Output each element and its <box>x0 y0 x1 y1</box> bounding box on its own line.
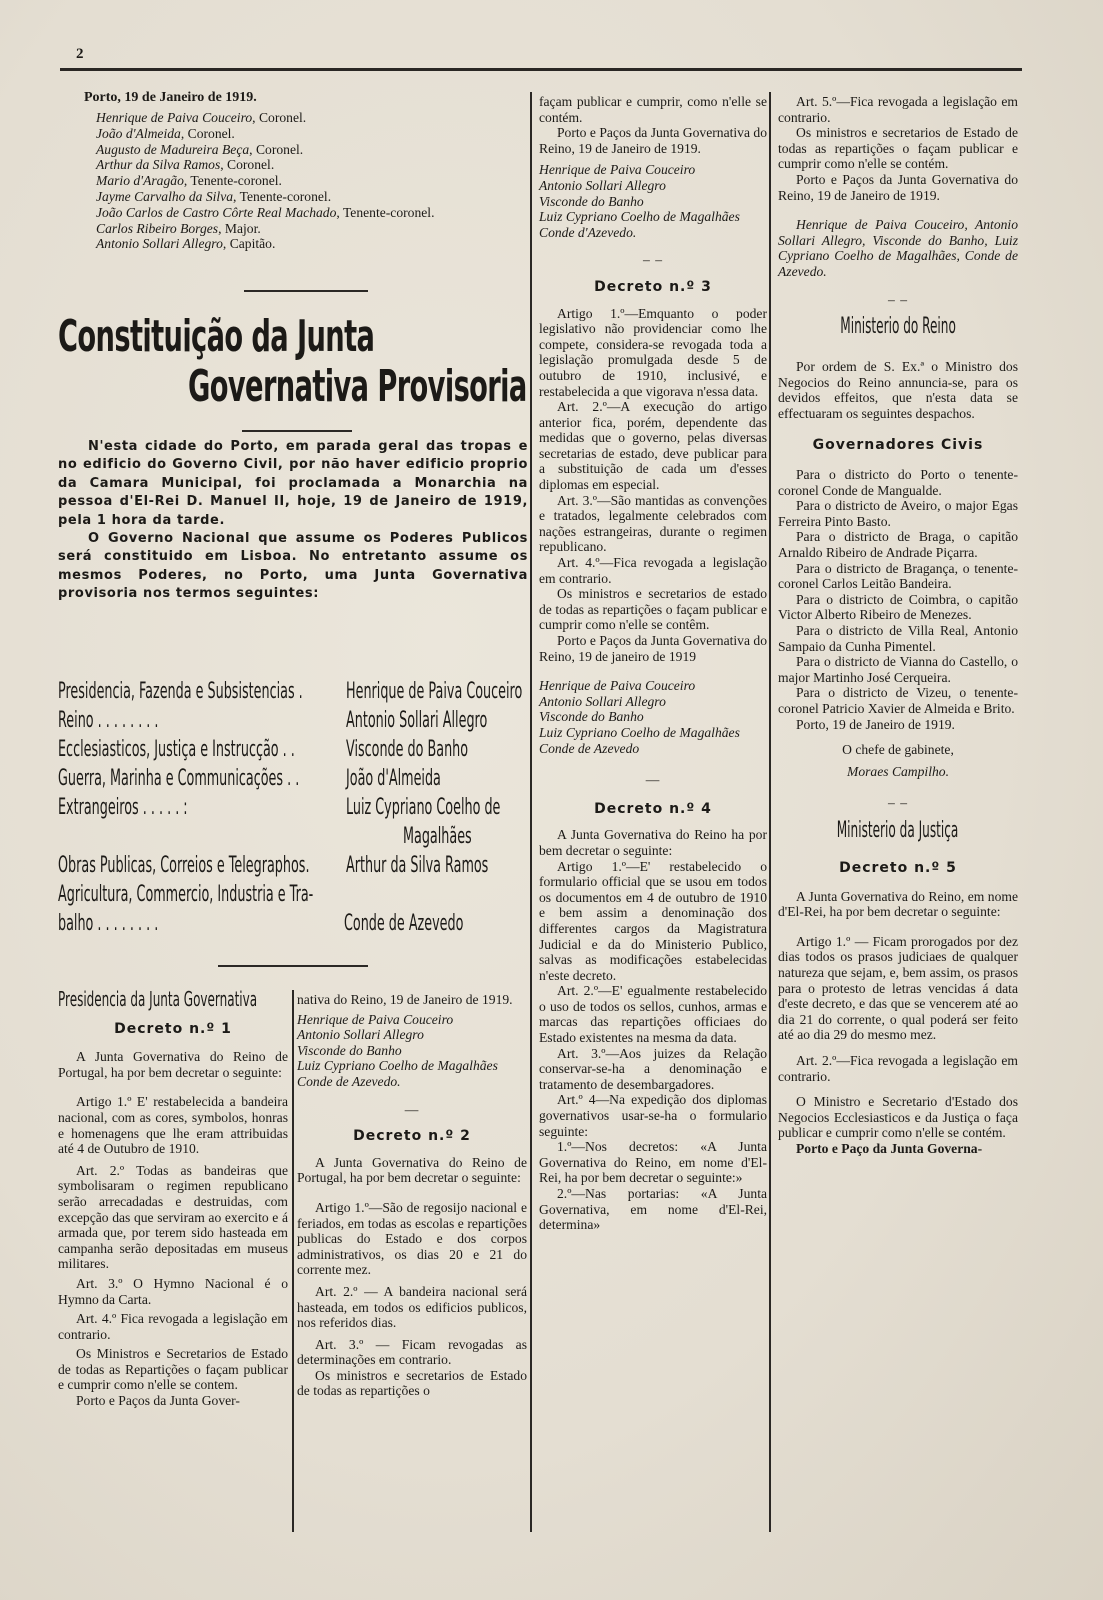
signatory: Henrique de Paiva Couceiro, Coronel. <box>96 110 307 125</box>
col3 <box>539 94 767 1233</box>
ministries-table <box>58 677 528 938</box>
headline-line-1: Constituição da Junta <box>58 311 375 362</box>
decreto-4-item2: 2.º—Nas portarias: «A Junta Governativa, em nome d'El-Rei, determina» <box>539 1186 767 1233</box>
decreto-3b-place: Porto e Paços da Junta Governativa do Reino, 19 de Janeiro de 1919. <box>778 171 1018 203</box>
separator: — <box>645 772 661 788</box>
signatory: Augusto de Madureira Beça, Coronel. <box>96 141 304 157</box>
col4 <box>778 94 1018 1156</box>
decreto-5-intro: A Junta Governativa do Reino, em nome d'El-Rei, ha por bem decretar o seguinte: <box>778 888 1018 920</box>
signatory: Jayme Carvalho da Silva, Tenente-coronel. <box>96 188 332 204</box>
governadores-title: Governadores Civis <box>812 436 984 453</box>
decreto-5-art2: Art. 2.º—Fica revogada a legislação em contrario. <box>778 1052 1018 1084</box>
dateline: Porto, 19 de Janeiro de 1919. <box>84 90 257 105</box>
decreto-3b-signatures: Henrique de Paiva Couceiro, Antonio Sollari Allegro, Visconde do Banho, Luiz Cypriano Coelho de Magalhães, Conde de Azevedo. <box>778 217 1018 279</box>
proclamation <box>58 438 528 604</box>
decreto-4-art3: Art. 3.º—Aos juizes da Relação conservar-se-ha a denominação e tratamento de desembargadores. <box>539 1045 767 1092</box>
section-title-presidencia: Presidencia da Junta Governativa <box>58 987 258 1011</box>
decreto-1-place-cont: nativa do Reino, 19 de Janeiro de 1919. <box>297 992 513 1007</box>
governador-porto: Para o districto do Porto o tenente-coronel Conde de Mangualde. <box>778 467 1018 498</box>
decreto-4-intro: A Junta Governativa do Reino ha por bem decretar o seguinte: <box>539 827 767 858</box>
decreto-1-art4: Art. 4.º Fica revogada a legislação em contrario. <box>58 1311 288 1342</box>
separator: — <box>404 1101 420 1117</box>
governador-coimbra: Para o districto de Coimbra, o capitão Victor Alberto Ribeiro de Menezes. <box>778 591 1018 623</box>
headline-rule <box>242 430 352 432</box>
ministry-row: balho . . . . . . . . Conde de Azevedo <box>58 911 464 936</box>
place-date: Porto e Paços da Junta Governativa do Reino, 19 de Janeiro de 1919. <box>539 125 767 156</box>
page-number: 2 <box>76 46 84 62</box>
decreto-4-art4: Art.º 4—Na expedição dos diplomas governativos usar-se-ha o formulario seguinte: <box>539 1092 767 1139</box>
decreto-3-art1: Artigo 1.º—Emquanto o poder legislativo não providenciar como lhe compete, considera-se revogada toda a legislação promulgada desde 5 de outubro de 1910, inclusivé, e restabelecida a que vigorava n'essa data. <box>539 305 767 399</box>
chefe-label: O chefe de gabinete, <box>842 742 954 758</box>
decreto-1-title: Decreto n.º 1 <box>114 1020 232 1037</box>
chefe-name: Moraes Campilho. <box>847 763 949 779</box>
decreto-1-place: Porto e Paços da Junta Gover- <box>76 1393 240 1409</box>
governador-braga: Para o districto de Braga, o capitão Arnaldo Ribeiro de Andrade Piçarra. <box>778 529 1018 561</box>
decreto-3-art2: Art. 2.º—A execução do artigo anterior fica, porém, dependente das medidas que o governo, pelas diversas secretarias de estado, deve publicar para a substituição de cada um d'esses diplomas em especial. <box>539 399 767 493</box>
signatory: Carlos Ribeiro Borges, Major. <box>96 220 261 236</box>
top-continuation: façam publicar e cumprir, como n'elle se contém. <box>539 94 767 125</box>
decreto-3-signatures: Henrique de Paiva Couceiro Antonio Sollari Allegro Visconde do Banho Luiz Cypriano Coelho de Magalhães Conde de Azevedo <box>539 678 740 756</box>
proclamation-paragraph: O Governo Nacional que assume os Poderes Publicos será constituido em Lisboa. No entretanto assume os mesmos Poderes, no Porto, uma Junta Governativa provisoria nos termos seguintes: <box>58 531 528 602</box>
decreto-2-art2: Art. 2.º — A bandeira nacional será hasteada, em todos os edificios publicos, nos referidos dias. <box>297 1283 527 1331</box>
ministry-row: Obras Publicas, Correios e Telegraphos. Arthur da Silva Ramos <box>58 853 489 878</box>
decreto-3b-closing: Os ministros e secretarios de Estado de todas as repartições o façam publicar e cumprir como n'elle se contém. <box>778 125 1018 172</box>
governador-vizeu: Para o districto de Vizeu, o tenente-coronel Patricio Xavier de Almeida e Brito. <box>778 685 1018 716</box>
column-rule <box>292 990 294 1532</box>
ministry-row: Ecclesiasticos, Justiça e Instrucção . . Visconde do Banho <box>58 737 469 762</box>
proclamation-paragraph: N'esta cidade do Porto, em parada geral das tropas e no edificio do Governo Civil, por não haver edificio proprio da Camara Municipal, foi proclamada a Monarchia na pessoa d'El-Rei D. Manuel II, hoje, 19 de Janeiro de 1919, pela 1 hora da tarde. <box>58 439 528 528</box>
separator: – – <box>888 291 908 307</box>
ministry-row: Extrangeiros . . . . . : Luiz Cypriano Coelho de Magalhães <box>58 795 501 849</box>
decreto-1-closing: Os Ministros e Secretarios de Estado de todas as Repartições o façam publicar e cumprir como n'elle se contem. <box>58 1346 288 1393</box>
decreto-3b-art5: Art. 5.º—Fica revogada a legislação em contrario. <box>778 94 1018 125</box>
decreto-3-art3: Art. 3.º—São mantidas as convenções e tratados, legalmente celebrados com nações estrangeiras, durante o regimen republicano. <box>539 492 767 555</box>
column-rule <box>530 92 532 1532</box>
headline-line-2: Governativa Provisoria <box>188 361 527 412</box>
ministerio-justica-heading <box>778 817 1018 849</box>
dateline: Porto, 19 de Janeiro de 1919. <box>796 716 955 732</box>
decreto-2-art3: Art. 3.º — Ficam revogadas as determinações em contrario. <box>297 1336 527 1368</box>
decreto-4-art1: Artigo 1.º—E' restabelecido o formulario official que se usou em todos os documentos em 4 de outubro de 1910 e bem assim a denominação dos differentes cargos da Magistratura Judicial e da do Ministerio Publico, salvas as modificações estabelecidas n'este decreto. <box>539 858 767 983</box>
signatory: Mario d'Aragão, Tenente-coronel. <box>96 173 282 189</box>
decreto-3-title: Decreto n.º 3 <box>594 278 712 295</box>
decreto-2-closing: Os ministros e secretarios de Estado de todas as repartições o <box>297 1367 527 1399</box>
decreto-5-closing: O Ministro e Secretario d'Estado dos Negocios Ecclesiasticos e da Justiça o faça publicar e cumprir como n'elle se contém. <box>778 1094 1018 1141</box>
decreto-1-intro: A Junta Governativa do Reino de Portugal, ha por bem decretar o seguinte: <box>58 1049 288 1080</box>
separator: – – <box>643 252 663 268</box>
ministerio-justica-title: Ministerio da Justiça <box>837 817 959 843</box>
signatures: Henrique de Paiva Couceiro Antonio Sollari Allegro Visconde do Banho Luiz Cypriano Coelho de Magalhães Conde d'Azevedo. <box>539 162 740 240</box>
decreto-2-title: Decreto n.º 2 <box>353 1128 471 1145</box>
ministry-row: Agricultura, Commercio, Industria e Tra- <box>58 882 314 907</box>
decreto-2-intro: A Junta Governativa do Reino de Portugal, ha por bem decretar o seguinte: <box>297 1154 527 1186</box>
section-divider <box>218 965 368 967</box>
decreto-3-closing: Os ministros e secretarios de estado de todas as repartições o façam publicar e cumprir como n'elle se contêm. <box>539 586 767 633</box>
governador-villa-real: Para o districto de Villa Real, Antonio Sampaio da Cunha Pimentel. <box>778 623 1018 654</box>
decreto-1-art1: Artigo 1.º E' restabelecida a bandeira nacional, com as cores, symbolos, honras e homenagens que lhe eram attribuidas até 4 de Outubro de 1910. <box>58 1094 288 1157</box>
ministerio-reino-title: Ministerio do Reino <box>840 314 956 340</box>
col1-bottom <box>58 987 288 1409</box>
signatory: Arthur da Silva Ramos, Coronel. <box>96 157 275 173</box>
decreto-2-art1: Artigo 1.º—São de regosijo nacional e feriados, em todas as escolas e repartições publicas do Estado e dos corpos administrativos, os dias 20 e 21 do corrente mez. <box>297 1199 527 1278</box>
decreto-4-item1: 1.º—Nos decretos: «A Junta Governativa do Reino, em nome d'El-Rei, ha por bem decretar o seguinte:» <box>539 1139 767 1186</box>
column-rule <box>769 92 771 1532</box>
section-divider <box>244 290 368 292</box>
ministerio-reino-heading <box>778 314 1018 345</box>
decreto-5-title: Decreto n.º 5 <box>839 859 957 876</box>
decreto-4-title: Decreto n.º 4 <box>594 800 712 817</box>
decreto-1-art3: Art. 3.º O Hymno Nacional é o Hymno da Carta. <box>58 1275 288 1307</box>
governador-aveiro: Para o districto de Aveiro, o major Egas Ferreira Pinto Basto. <box>778 498 1018 529</box>
ministry-row: Guerra, Marinha e Communicações . . João d'Almeida <box>58 766 441 791</box>
decreto-5-art1: Artigo 1.º — Ficam prorogados por dez dias todos os prasos judiciaes de qualquer natureza que sejam, e, bem assim, os prasos para o protesto de letras vencidas á data d'este decreto, e das que se vencerem até ao dia 21 do corrente, o qual poderá ser feito até ao dia 29 do mesmo mez. <box>778 933 1018 1043</box>
decreto-3-place: Porto e Paços da Junta Governativa do Reino, 19 de janeiro de 1919 <box>539 633 767 664</box>
signatory: João d'Almeida, Coronel. <box>96 125 235 141</box>
governador-braganca: Para o districto de Bragança, o tenente-coronel Carlos Leitão Bandeira. <box>778 560 1018 592</box>
decreto-4-art2: Art. 2.º—E' egualmente restabelecido o uso de todos os sellos, cunhos, armas e marcas das repartições officiaes do Estado existentes na mesma da data. <box>539 983 767 1046</box>
decreto-1-signatures: Henrique de Paiva Couceiro Antonio Sollari Allegro Visconde do Banho Luiz Cypriano Coelho de Magalhães Conde de Azevedo. <box>297 1011 498 1089</box>
col2-bottom <box>297 992 527 1399</box>
header-rule <box>60 68 1022 71</box>
reino-intro: Por ordem de S. Ex.ª o Ministro dos Negocios do Reino annuncia-se, para os devidos effeitos, que n'esta data se effectuaram os seguintes despachos. <box>778 359 1018 421</box>
separator: – – <box>888 795 908 811</box>
ministry-row: Reino . . . . . . . . Antonio Sollari Allegro <box>58 708 488 733</box>
signatories-list <box>96 110 434 252</box>
signatory: Antonio Sollari Allegro, Capitão. <box>96 236 276 252</box>
decreto-5-place: Porto e Paço da Junta Governa- <box>796 1140 983 1156</box>
decreto-1-art2: Art. 2.º Todas as bandeiras que symbolisaram o regimen republicano serão arrecadadas e destruidas, com excepção das que serviram ao exercito e á armada que, por terem sido hasteada em campanha serão depositadas em museus militares. <box>58 1162 288 1272</box>
governador-vianna: Para o districto de Vianna do Castello, o major Martinho José Cerqueira. <box>778 654 1018 685</box>
ministry-row: Presidencia, Fazenda e Subsistencias . Henrique de Paiva Couceiro <box>58 679 523 704</box>
signatory: João Carlos de Castro Côrte Real Machado, Tenente-coronel. <box>96 204 435 220</box>
decreto-3-art4: Art. 4.º—Fica revogada a legislação em contrario. <box>539 555 767 586</box>
